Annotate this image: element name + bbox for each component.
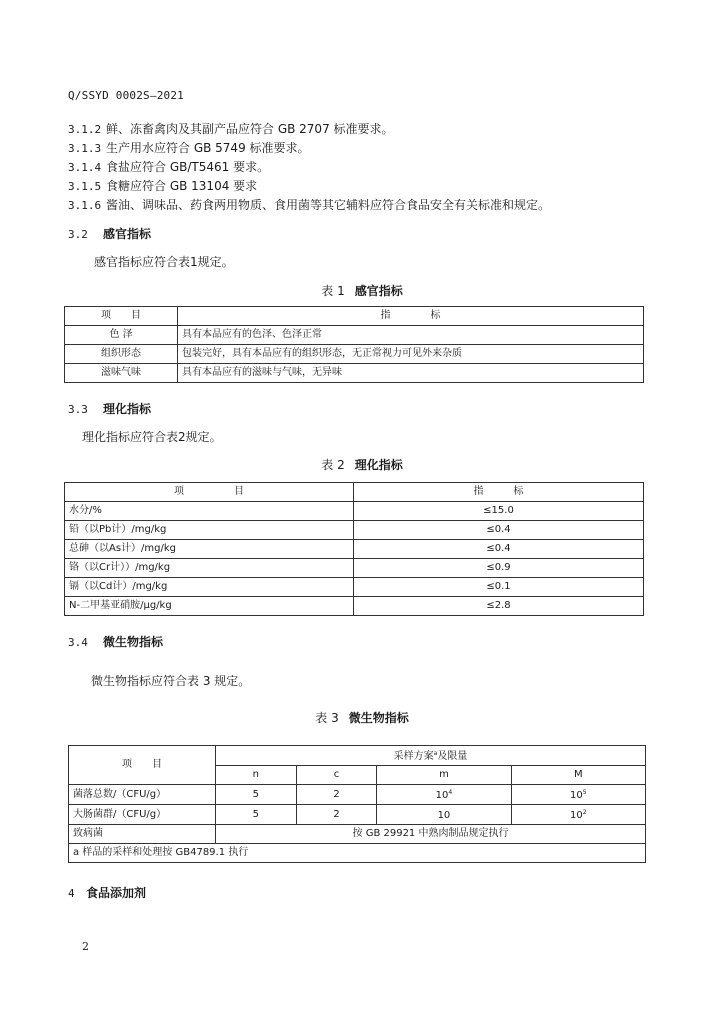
header-n: n: [216, 766, 297, 785]
clause-3-1-5: 3.1.5 食糖应符合 GB 13104 要求: [68, 179, 258, 193]
header-index: 指 标: [178, 307, 644, 326]
header-item: 项 目: [69, 746, 216, 785]
table-row: [69, 785, 646, 805]
cell-c: 2: [296, 805, 377, 825]
header-item: 项 目: [65, 307, 178, 326]
cell-item: 致病菌: [69, 825, 216, 844]
cell-value: ≤0.1: [354, 578, 644, 597]
standard-code: Q/SSYD 0002S—2021: [68, 89, 184, 102]
table-row: [65, 307, 644, 326]
section-4-heading: 4 食品添加剂: [68, 886, 147, 900]
header-m: m: [377, 766, 511, 785]
clause-3-1-3: 3.1.3 生产用水应符合 GB 5749 标准要求。: [68, 141, 310, 155]
cell-value: 具有本品应有的色泽、色泽正常: [178, 326, 644, 345]
table-row: [65, 521, 644, 540]
cell-M: $10^5$: [511, 785, 645, 805]
table-row: [65, 326, 644, 345]
table-3-footnote: a 样品的采样和处理按 GB4789.1 执行: [69, 844, 646, 863]
cell-value: ≤0.4: [354, 521, 644, 540]
cell-item: 滋味气味: [65, 364, 178, 383]
cell-item: 菌落总数/（CFU/g）: [69, 785, 216, 805]
table-3-caption: 表 3 微生物指标: [315, 711, 409, 725]
table-row: [69, 746, 646, 766]
cell-item: N-二甲基亚硝胺/μg/kg: [65, 597, 354, 616]
table-2-physicochemical: [64, 482, 644, 616]
table-row: [65, 345, 644, 364]
section-3-3-paragraph: 理化指标应符合表2规定。: [82, 430, 222, 444]
table-row: [65, 364, 644, 383]
table-1-caption: 表 1 感官指标: [321, 284, 403, 298]
section-3-2-paragraph: 感官指标应符合表1规定。: [94, 255, 234, 269]
clause-3-1-4: 3.1.4 食盐应符合 GB/T5461 要求。: [68, 160, 270, 174]
section-3-4-paragraph: 微生物指标应符合表 3 规定。: [91, 674, 251, 688]
header-M: M: [511, 766, 645, 785]
table-row: [69, 805, 646, 825]
cell-value: ≤2.8: [354, 597, 644, 616]
header-c: c: [296, 766, 377, 785]
header-sampling-plan: 采样方案$^a$及限量: [216, 746, 646, 766]
header-item: 项 目: [65, 483, 354, 502]
cell-item: 铬（以Cr计））/mg/kg: [65, 559, 354, 578]
cell-pathogen-rule: 按 GB 29921 中熟肉制品规定执行: [216, 825, 646, 844]
clause-3-1-6: 3.1.6 酱油、调味品、药食两用物质、食用菌等其它辅料应符合食品安全有关标准和规定。: [68, 198, 551, 212]
cell-value: 包装完好，具有本品应有的组织形态，无正常视力可见外来杂质: [178, 345, 644, 364]
cell-c: 2: [296, 785, 377, 805]
table-row: [65, 578, 644, 597]
cell-value: ≤15.0: [354, 502, 644, 521]
footnote-mark: a: [433, 750, 438, 757]
cell-value: ≤0.4: [354, 540, 644, 559]
table-3-microbiological: [68, 745, 646, 863]
cell-item: 镉（以Cd计）/mg/kg: [65, 578, 354, 597]
table-row: [69, 825, 646, 844]
section-3-4-heading: 3.4 微生物指标: [68, 635, 164, 649]
cell-item: 铅（以Pb计）/mg/kg: [65, 521, 354, 540]
table-1-sensory: [64, 306, 644, 383]
cell-M: $10^2$: [511, 805, 645, 825]
cell-n: 5: [216, 805, 297, 825]
cell-n: 5: [216, 785, 297, 805]
cell-m: $10^4$: [377, 785, 511, 805]
cell-item: 组织形态: [65, 345, 178, 364]
cell-item: 水分/%: [65, 502, 354, 521]
table-row: [65, 483, 644, 502]
cell-item: 总砷（以As计）/mg/kg: [65, 540, 354, 559]
clause-3-1-2: 3.1.2 鲜、冻畜禽肉及其副产品应符合 GB 2707 标准要求。: [68, 122, 394, 136]
cell-m: 10: [377, 805, 511, 825]
section-3-3-heading: 3.3 理化指标: [68, 402, 152, 416]
table-row: [69, 844, 646, 863]
table-row: [65, 502, 644, 521]
header-index: 指 标: [354, 483, 644, 502]
table-row: [65, 559, 644, 578]
section-3-2-heading: 3.2 感官指标: [68, 227, 152, 241]
page-number: 2: [82, 940, 89, 953]
cell-value: 具有本品应有的滋味与气味，无异味: [178, 364, 644, 383]
cell-item: 色 泽: [65, 326, 178, 345]
table-row: [65, 540, 644, 559]
cell-value: ≤0.9: [354, 559, 644, 578]
table-2-caption: 表 2 理化指标: [321, 458, 403, 472]
table-row: [65, 597, 644, 616]
cell-item: 大肠菌群/（CFU/g）: [69, 805, 216, 825]
